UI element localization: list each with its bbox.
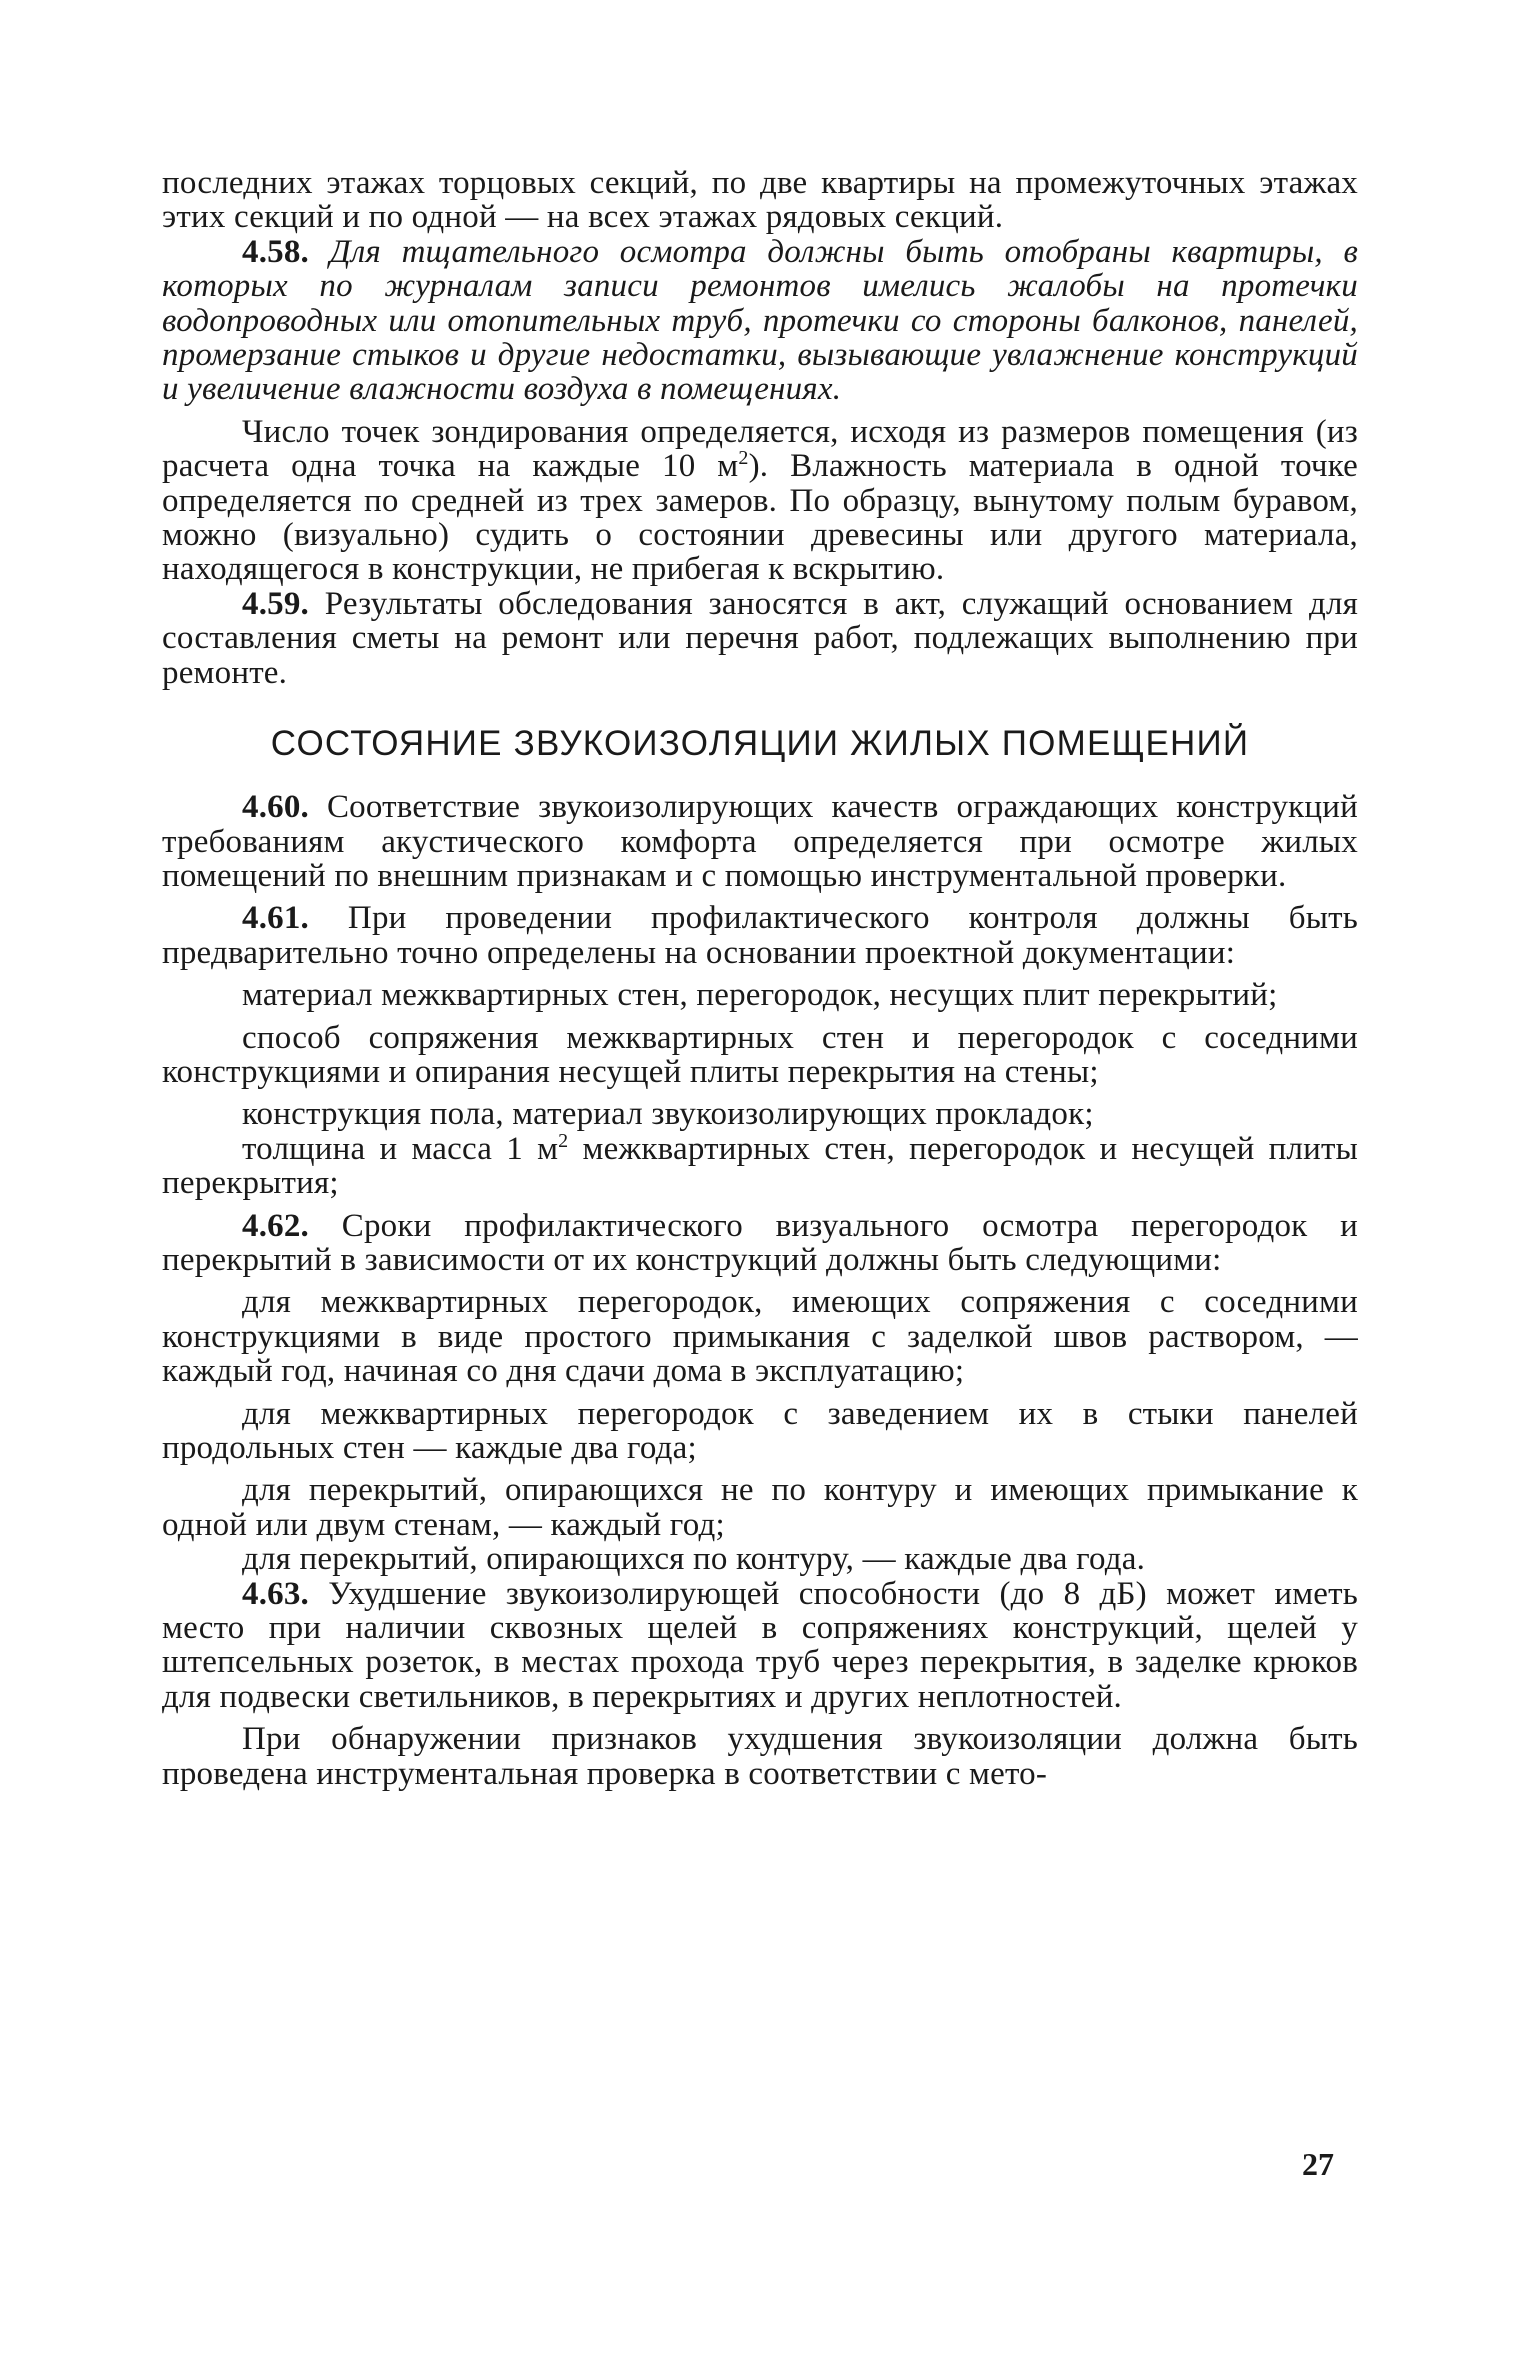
paragraph-final: При обнаружении признаков ухудшения звукоизоляции должна быть проведена инструментальная проверка в соответствии с мето-: [162, 1721, 1358, 1792]
paragraph-4-59: [162, 587, 1358, 690]
section-number: 4.58.: [242, 233, 309, 270]
paragraph-continuation: последних этажах торцовых секций, по две квартиры на промежуточных этажах этих секций и по одной — на всех этажах рядовых секций.: [162, 165, 1358, 236]
page-number: 27: [1302, 2146, 1334, 2182]
paragraph-text: Число точек зондирования определяется, исходя из размеров помещения (из расчета одна точка на каждые 10 м: [162, 413, 1358, 485]
paragraph-4-61: [162, 901, 1358, 970]
list-item: конструкция пола, материал звукоизолирующих прокладок;: [242, 1096, 1094, 1133]
paragraph-text: межквартирных стен, перегородок и несущей плиты перекрытия;: [162, 1130, 1359, 1202]
section-heading: СОСТОЯНИЕ ЗВУКОИЗОЛЯЦИИ ЖИЛЫХ ПОМЕЩЕНИЙ: [270, 724, 1250, 764]
paragraph-4-63: [162, 1577, 1358, 1715]
paragraph-4-60: [162, 790, 1358, 893]
paragraph-text: Ухудшение звукоизолирующей способности (до 8 дБ) может иметь место при наличии сквозных щелей в сопряжениях конструкций, щелей у штепсельных розеток, в местах прохода труб через перекрытия, в заделке крюков для подвески светильников, в перекрытиях и других неплотностей.: [162, 1575, 1358, 1715]
list-item: для перекрытий, опирающихся по контуру, — каждые два года.: [242, 1541, 1146, 1578]
list-item: способ сопряжения межквартирных стен и перегородок с соседними конструкциями и опирания несущей плиты перекрытия на стены;: [162, 1019, 1358, 1090]
section-number: 4.63.: [242, 1575, 309, 1612]
document-page: [162, 166, 1358, 1791]
section-number: 4.62.: [242, 1207, 309, 1244]
paragraph-text: Соответствие звукоизолирующих качеств ограждающих конструкций требованиям акустического комфорта определяется при осмотре жилых помещений по внешним признакам и с помощью инструментальной проверки.: [162, 789, 1358, 894]
paragraph-4-62: [162, 1209, 1358, 1278]
superscript: 2: [738, 447, 749, 470]
paragraph-text: толщина и масса 1 м: [242, 1130, 559, 1167]
superscript: 2: [558, 1129, 569, 1152]
list-item: для межквартирных перегородок с заведением их в стыки панелей продольных стен — каждые два года;: [162, 1395, 1358, 1466]
paragraph-text: При проведении профилактического контроля должны быть предварительно точно определены на основании проектной документации:: [162, 900, 1358, 971]
paragraph-text: Сроки профилактического визуального осмотра перегородок и перекрытий в зависимости от их конструкций должны быть следующими:: [162, 1207, 1358, 1278]
paragraph-text: Для тщательного осмотра должны быть отобраны квартиры, в которых по журналам записи ремонтов имелись жалобы на протечки водопроводных или отопительных труб, протечки со стороны балконов, панелей, промерзание стыков и другие недостатки, вызывающие увлажнение конструкций и увеличение влажности воздуха в помещениях.: [162, 233, 1358, 408]
list-item: материал межквартирных стен, перегородок, несущих плит перекрытий;: [242, 977, 1278, 1014]
paragraph-text: Результаты обследования заносятся в акт, служащий основанием для составления сметы на ремонт или перечня работ, подлежащих выполнению при ремонте.: [162, 585, 1358, 691]
list-item: для перекрытий, опирающихся не по контуру и имеющих примыкание к одной или двум стенам, — каждый год;: [162, 1472, 1358, 1543]
paragraph-4-58: [162, 235, 1358, 407]
section-number: 4.60.: [242, 789, 309, 826]
list-item: для межквартирных перегородок, имеющих сопряжения с соседними конструкциями в виде простого примыкания с заделкой швов раствором, — каждый год, начиная со дня сдачи дома в эксплуатацию;: [162, 1284, 1358, 1390]
section-number: 4.61.: [242, 900, 309, 937]
paragraph-text: ). Влажность материала в одной точке определяется по средней из трех замеров. По образцу, вынутому полым буравом, можно (визуально) судить о состоянии древесины или другого материала, находящегося в конструкции, не прибегая к вскрытию.: [162, 448, 1358, 588]
paragraph-sounding-points: [162, 415, 1358, 587]
section-number: 4.59.: [242, 585, 309, 622]
list-item: [162, 1129, 1359, 1202]
